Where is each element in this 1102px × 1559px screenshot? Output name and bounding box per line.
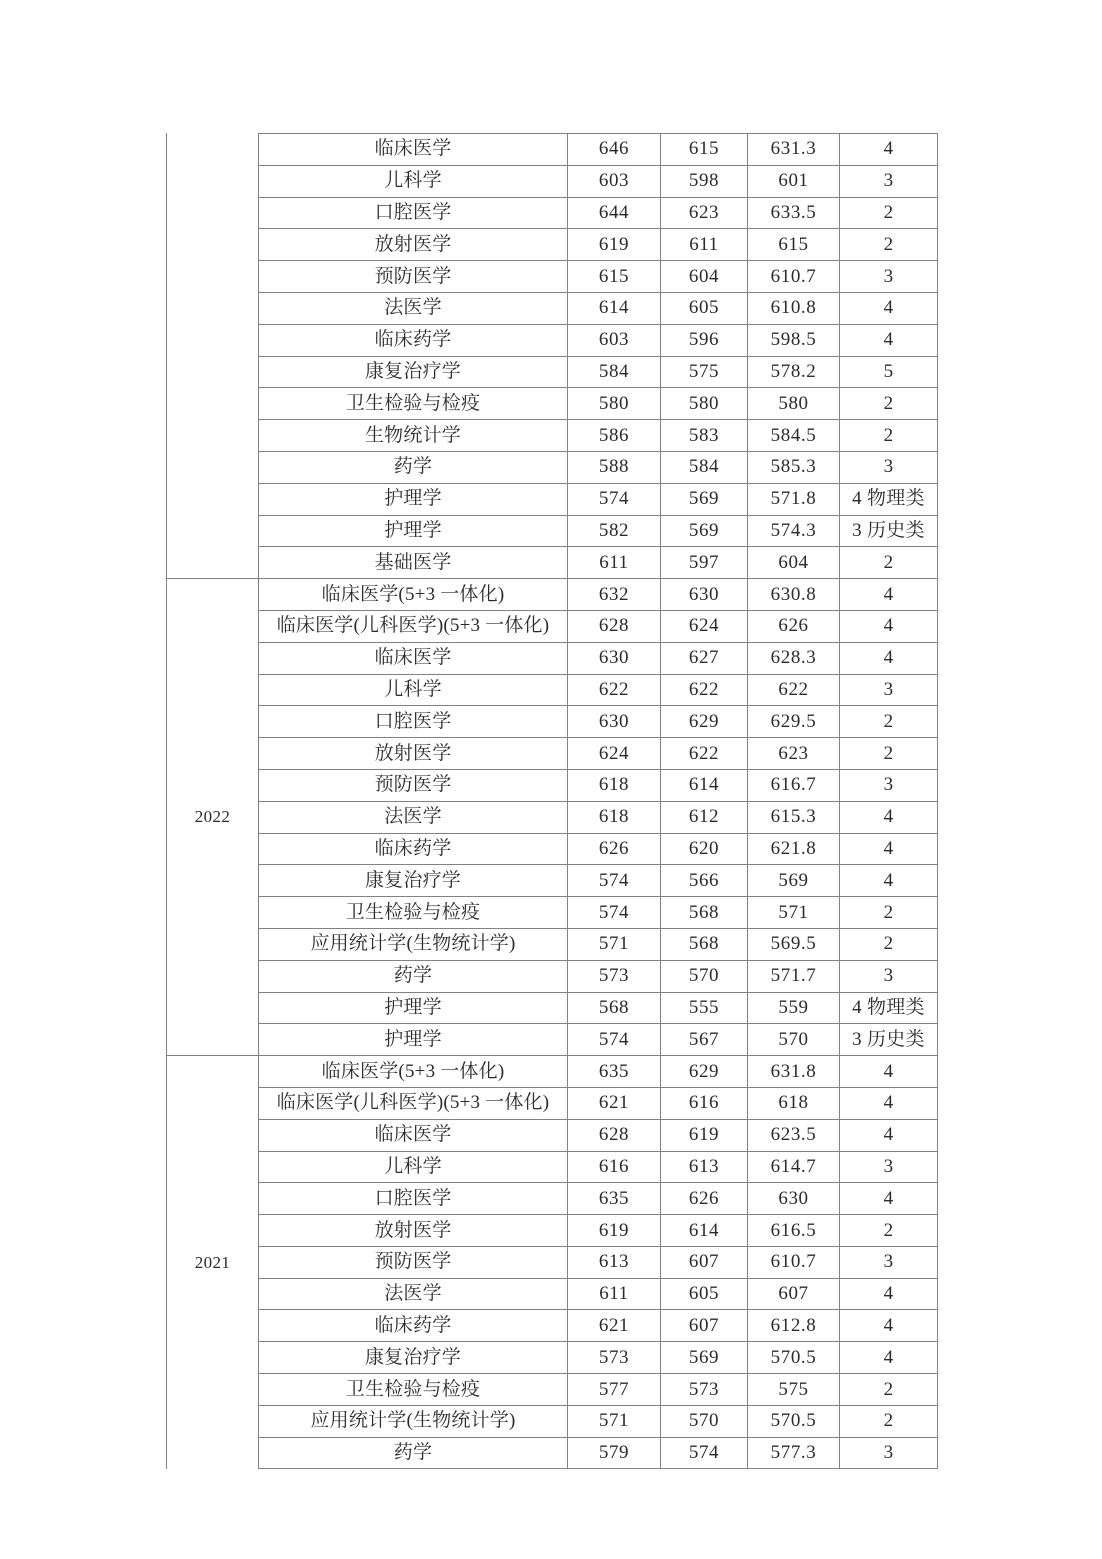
- count-score-cell: 3: [840, 261, 938, 293]
- avg-score-cell: 578.2: [748, 356, 840, 388]
- major-name-cell: 临床医学: [259, 134, 568, 166]
- min-score-cell: 627: [661, 642, 748, 674]
- max-score-cell: 614: [568, 292, 661, 324]
- avg-score-cell: 626: [748, 610, 840, 642]
- major-name-cell: 护理学: [259, 483, 568, 515]
- major-name-cell: 临床药学: [259, 324, 568, 356]
- table-row: [167, 928, 938, 960]
- avg-score-cell: 614.7: [748, 1151, 840, 1183]
- major-name-cell: 临床医学: [259, 642, 568, 674]
- major-name-cell: 护理学: [259, 1024, 568, 1056]
- min-score-cell: 569: [661, 515, 748, 547]
- avg-score-cell: 584.5: [748, 420, 840, 452]
- major-name-cell: 卫生检验与检疫: [259, 388, 568, 420]
- table-row: [167, 1215, 938, 1247]
- avg-score-cell: 630.8: [748, 579, 840, 611]
- avg-score-cell: 616.5: [748, 1215, 840, 1247]
- min-score-cell: 629: [661, 706, 748, 738]
- max-score-cell: 568: [568, 992, 661, 1024]
- major-name-cell: 生物统计学: [259, 420, 568, 452]
- count-score-cell: 3: [840, 960, 938, 992]
- avg-score-cell: 631.3: [748, 134, 840, 166]
- count-score-cell: 4: [840, 610, 938, 642]
- count-score-cell: 2: [840, 1215, 938, 1247]
- count-score-cell: 2: [840, 229, 938, 261]
- table-row: [167, 547, 938, 579]
- min-score-cell: 626: [661, 1183, 748, 1215]
- min-score-cell: 604: [661, 261, 748, 293]
- min-score-cell: 614: [661, 1215, 748, 1247]
- count-score-cell: 4: [840, 1310, 938, 1342]
- major-name-cell: 卫生检验与检疫: [259, 897, 568, 929]
- count-score-cell: 2: [840, 706, 938, 738]
- count-score-cell: 3: [840, 674, 938, 706]
- avg-score-cell: 570: [748, 1024, 840, 1056]
- max-score-cell: 635: [568, 1056, 661, 1088]
- min-score-cell: 568: [661, 928, 748, 960]
- count-score-cell: 4: [840, 865, 938, 897]
- table-row: [167, 801, 938, 833]
- count-score-cell: 4: [840, 833, 938, 865]
- count-score-cell: 4: [840, 642, 938, 674]
- major-name-cell: 临床药学: [259, 1310, 568, 1342]
- min-score-cell: 597: [661, 547, 748, 579]
- max-score-cell: 624: [568, 738, 661, 770]
- avg-score-cell: 615.3: [748, 801, 840, 833]
- max-score-cell: 603: [568, 324, 661, 356]
- count-score-cell: 2: [840, 738, 938, 770]
- major-name-cell: 基础医学: [259, 547, 568, 579]
- min-score-cell: 612: [661, 801, 748, 833]
- count-score-cell: 4: [840, 1087, 938, 1119]
- avg-score-cell: 610.7: [748, 261, 840, 293]
- table-row: [167, 1405, 938, 1437]
- max-score-cell: 613: [568, 1246, 661, 1278]
- max-score-cell: 611: [568, 1278, 661, 1310]
- max-score-cell: 579: [568, 1437, 661, 1469]
- table-row: [167, 229, 938, 261]
- avg-score-cell: 570.5: [748, 1405, 840, 1437]
- max-score-cell: 611: [568, 547, 661, 579]
- max-score-cell: 580: [568, 388, 661, 420]
- avg-score-cell: 610.7: [748, 1246, 840, 1278]
- table-row: [167, 515, 938, 547]
- major-name-cell: 口腔医学: [259, 1183, 568, 1215]
- max-score-cell: 588: [568, 451, 661, 483]
- count-score-cell: 2: [840, 928, 938, 960]
- major-name-cell: 康复治疗学: [259, 356, 568, 388]
- max-score-cell: 628: [568, 1119, 661, 1151]
- year-cell: 2022: [167, 579, 259, 1056]
- min-score-cell: 611: [661, 229, 748, 261]
- count-score-cell: 2: [840, 547, 938, 579]
- count-score-cell: 4 物理类: [840, 483, 938, 515]
- major-name-cell: 临床医学(儿科医学)(5+3 一体化): [259, 610, 568, 642]
- major-name-cell: 康复治疗学: [259, 865, 568, 897]
- avg-score-cell: 607: [748, 1278, 840, 1310]
- avg-score-cell: 623: [748, 738, 840, 770]
- major-name-cell: 儿科学: [259, 165, 568, 197]
- max-score-cell: 618: [568, 769, 661, 801]
- major-name-cell: 临床医学(儿科医学)(5+3 一体化): [259, 1087, 568, 1119]
- avg-score-cell: 615: [748, 229, 840, 261]
- max-score-cell: 574: [568, 483, 661, 515]
- major-name-cell: 康复治疗学: [259, 1342, 568, 1374]
- table-row: [167, 1087, 938, 1119]
- min-score-cell: 616: [661, 1087, 748, 1119]
- count-score-cell: 4: [840, 1183, 938, 1215]
- table-row: [167, 1342, 938, 1374]
- count-score-cell: 4: [840, 324, 938, 356]
- count-score-cell: 2: [840, 197, 938, 229]
- max-score-cell: 635: [568, 1183, 661, 1215]
- min-score-cell: 567: [661, 1024, 748, 1056]
- max-score-cell: 574: [568, 865, 661, 897]
- min-score-cell: 624: [661, 610, 748, 642]
- major-name-cell: 法医学: [259, 1278, 568, 1310]
- min-score-cell: 598: [661, 165, 748, 197]
- major-name-cell: 放射医学: [259, 229, 568, 261]
- table-row: [167, 1151, 938, 1183]
- table-row: [167, 1119, 938, 1151]
- max-score-cell: 621: [568, 1310, 661, 1342]
- min-score-cell: 607: [661, 1310, 748, 1342]
- max-score-cell: 628: [568, 610, 661, 642]
- min-score-cell: 566: [661, 865, 748, 897]
- count-score-cell: 4: [840, 134, 938, 166]
- major-name-cell: 护理学: [259, 515, 568, 547]
- table-row: [167, 1183, 938, 1215]
- max-score-cell: 574: [568, 897, 661, 929]
- max-score-cell: 586: [568, 420, 661, 452]
- table-row: [167, 420, 938, 452]
- count-score-cell: 3: [840, 1246, 938, 1278]
- table-row: [167, 738, 938, 770]
- major-name-cell: 预防医学: [259, 261, 568, 293]
- max-score-cell: 571: [568, 928, 661, 960]
- avg-score-cell: 598.5: [748, 324, 840, 356]
- major-name-cell: 法医学: [259, 801, 568, 833]
- min-score-cell: 570: [661, 1405, 748, 1437]
- major-name-cell: 口腔医学: [259, 197, 568, 229]
- count-score-cell: 4: [840, 801, 938, 833]
- major-name-cell: 护理学: [259, 992, 568, 1024]
- min-score-cell: 630: [661, 579, 748, 611]
- avg-score-cell: 571.7: [748, 960, 840, 992]
- min-score-cell: 573: [661, 1374, 748, 1406]
- min-score-cell: 623: [661, 197, 748, 229]
- major-name-cell: 儿科学: [259, 1151, 568, 1183]
- major-name-cell: 法医学: [259, 292, 568, 324]
- avg-score-cell: 628.3: [748, 642, 840, 674]
- table-row: [167, 674, 938, 706]
- table-row: [167, 197, 938, 229]
- min-score-cell: 607: [661, 1246, 748, 1278]
- min-score-cell: 580: [661, 388, 748, 420]
- avg-score-cell: 629.5: [748, 706, 840, 738]
- max-score-cell: 632: [568, 579, 661, 611]
- major-name-cell: 应用统计学(生物统计学): [259, 1405, 568, 1437]
- max-score-cell: 619: [568, 229, 661, 261]
- major-name-cell: 儿科学: [259, 674, 568, 706]
- min-score-cell: 622: [661, 738, 748, 770]
- min-score-cell: 613: [661, 1151, 748, 1183]
- max-score-cell: 582: [568, 515, 661, 547]
- count-score-cell: 2: [840, 420, 938, 452]
- admission-score-table-body: [167, 134, 938, 1469]
- table-row: [167, 833, 938, 865]
- table-row: [167, 1278, 938, 1310]
- table-row: [167, 769, 938, 801]
- table-row: [167, 1310, 938, 1342]
- year-cell: [167, 134, 259, 579]
- count-score-cell: 4: [840, 1342, 938, 1374]
- max-score-cell: 573: [568, 960, 661, 992]
- table-row: [167, 134, 938, 166]
- max-score-cell: 622: [568, 674, 661, 706]
- max-score-cell: 615: [568, 261, 661, 293]
- count-score-cell: 4: [840, 1119, 938, 1151]
- min-score-cell: 620: [661, 833, 748, 865]
- table-row: [167, 1437, 938, 1469]
- max-score-cell: 616: [568, 1151, 661, 1183]
- min-score-cell: 615: [661, 134, 748, 166]
- major-name-cell: 应用统计学(生物统计学): [259, 928, 568, 960]
- min-score-cell: 619: [661, 1119, 748, 1151]
- min-score-cell: 605: [661, 292, 748, 324]
- table-row: [167, 451, 938, 483]
- major-name-cell: 药学: [259, 1437, 568, 1469]
- major-name-cell: 药学: [259, 960, 568, 992]
- max-score-cell: 573: [568, 1342, 661, 1374]
- admission-score-table: [166, 133, 938, 1469]
- table-row: [167, 324, 938, 356]
- max-score-cell: 644: [568, 197, 661, 229]
- min-score-cell: 605: [661, 1278, 748, 1310]
- avg-score-cell: 571.8: [748, 483, 840, 515]
- count-score-cell: 3: [840, 1151, 938, 1183]
- avg-score-cell: 569.5: [748, 928, 840, 960]
- table-row: [167, 356, 938, 388]
- table-row: [167, 165, 938, 197]
- avg-score-cell: 631.8: [748, 1056, 840, 1088]
- min-score-cell: 568: [661, 897, 748, 929]
- avg-score-cell: 604: [748, 547, 840, 579]
- table-row: [167, 642, 938, 674]
- count-score-cell: 5: [840, 356, 938, 388]
- table-row: [167, 579, 938, 611]
- min-score-cell: 570: [661, 960, 748, 992]
- table-row: [167, 865, 938, 897]
- table-row: [167, 1374, 938, 1406]
- max-score-cell: 571: [568, 1405, 661, 1437]
- min-score-cell: 569: [661, 1342, 748, 1374]
- count-score-cell: 4: [840, 579, 938, 611]
- count-score-cell: 3: [840, 1437, 938, 1469]
- max-score-cell: 574: [568, 1024, 661, 1056]
- avg-score-cell: 622: [748, 674, 840, 706]
- count-score-cell: 2: [840, 1405, 938, 1437]
- min-score-cell: 596: [661, 324, 748, 356]
- avg-score-cell: 630: [748, 1183, 840, 1215]
- min-score-cell: 575: [661, 356, 748, 388]
- table-row: [167, 1024, 938, 1056]
- min-score-cell: 622: [661, 674, 748, 706]
- max-score-cell: 603: [568, 165, 661, 197]
- avg-score-cell: 618: [748, 1087, 840, 1119]
- avg-score-cell: 571: [748, 897, 840, 929]
- table-row: [167, 960, 938, 992]
- avg-score-cell: 570.5: [748, 1342, 840, 1374]
- avg-score-cell: 580: [748, 388, 840, 420]
- max-score-cell: 584: [568, 356, 661, 388]
- major-name-cell: 临床医学(5+3 一体化): [259, 579, 568, 611]
- avg-score-cell: 585.3: [748, 451, 840, 483]
- table-row: [167, 388, 938, 420]
- avg-score-cell: 574.3: [748, 515, 840, 547]
- major-name-cell: 临床医学(5+3 一体化): [259, 1056, 568, 1088]
- major-name-cell: 预防医学: [259, 769, 568, 801]
- avg-score-cell: 610.8: [748, 292, 840, 324]
- count-score-cell: 3: [840, 451, 938, 483]
- avg-score-cell: 559: [748, 992, 840, 1024]
- table-row: [167, 483, 938, 515]
- avg-score-cell: 616.7: [748, 769, 840, 801]
- max-score-cell: 621: [568, 1087, 661, 1119]
- min-score-cell: 614: [661, 769, 748, 801]
- count-score-cell: 3: [840, 769, 938, 801]
- count-score-cell: 2: [840, 1374, 938, 1406]
- min-score-cell: 569: [661, 483, 748, 515]
- max-score-cell: 577: [568, 1374, 661, 1406]
- min-score-cell: 583: [661, 420, 748, 452]
- avg-score-cell: 575: [748, 1374, 840, 1406]
- count-score-cell: 3 历史类: [840, 515, 938, 547]
- avg-score-cell: 569: [748, 865, 840, 897]
- count-score-cell: 3: [840, 165, 938, 197]
- count-score-cell: 2: [840, 897, 938, 929]
- count-score-cell: 2: [840, 388, 938, 420]
- min-score-cell: 584: [661, 451, 748, 483]
- major-name-cell: 放射医学: [259, 1215, 568, 1247]
- min-score-cell: 629: [661, 1056, 748, 1088]
- max-score-cell: 646: [568, 134, 661, 166]
- min-score-cell: 574: [661, 1437, 748, 1469]
- major-name-cell: 预防医学: [259, 1246, 568, 1278]
- count-score-cell: 4: [840, 1056, 938, 1088]
- count-score-cell: 3 历史类: [840, 1024, 938, 1056]
- table-row: [167, 1056, 938, 1088]
- table-row: [167, 261, 938, 293]
- major-name-cell: 临床药学: [259, 833, 568, 865]
- avg-score-cell: 623.5: [748, 1119, 840, 1151]
- count-score-cell: 4 物理类: [840, 992, 938, 1024]
- avg-score-cell: 612.8: [748, 1310, 840, 1342]
- min-score-cell: 555: [661, 992, 748, 1024]
- table-row: [167, 292, 938, 324]
- major-name-cell: 临床医学: [259, 1119, 568, 1151]
- count-score-cell: 4: [840, 1278, 938, 1310]
- count-score-cell: 4: [840, 292, 938, 324]
- table-row: [167, 992, 938, 1024]
- max-score-cell: 626: [568, 833, 661, 865]
- major-name-cell: 口腔医学: [259, 706, 568, 738]
- major-name-cell: 放射医学: [259, 738, 568, 770]
- max-score-cell: 618: [568, 801, 661, 833]
- table-row: [167, 706, 938, 738]
- avg-score-cell: 577.3: [748, 1437, 840, 1469]
- avg-score-cell: 633.5: [748, 197, 840, 229]
- avg-score-cell: 621.8: [748, 833, 840, 865]
- major-name-cell: 卫生检验与检疫: [259, 1374, 568, 1406]
- avg-score-cell: 601: [748, 165, 840, 197]
- major-name-cell: 药学: [259, 451, 568, 483]
- max-score-cell: 630: [568, 642, 661, 674]
- table-row: [167, 897, 938, 929]
- max-score-cell: 619: [568, 1215, 661, 1247]
- table-row: [167, 610, 938, 642]
- table-row: [167, 1246, 938, 1278]
- max-score-cell: 630: [568, 706, 661, 738]
- year-cell: 2021: [167, 1056, 259, 1469]
